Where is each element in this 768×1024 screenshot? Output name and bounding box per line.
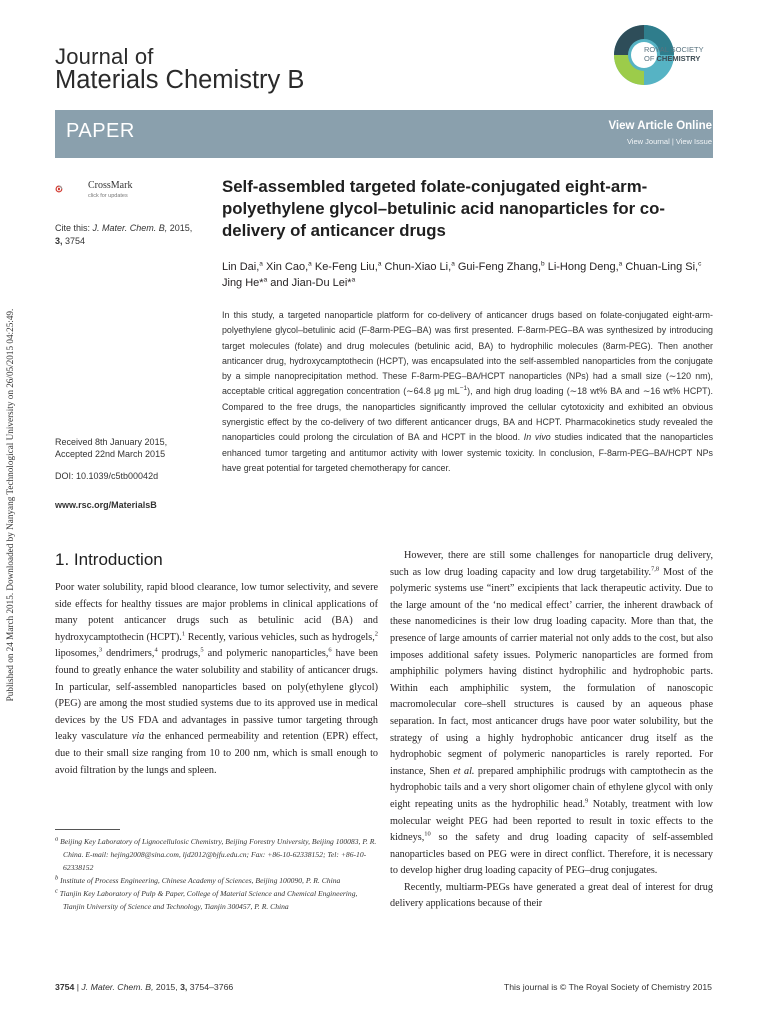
citation-ref[interactable]: 7,8	[651, 565, 660, 573]
abstract-text: studies indicated that the nanoparticles enhanced tumor targeting and antitumor activity with lower systemic toxicity. In conclusion, F-8arm-PEG–BA/HCPT NPs have great potential for targeted chemotherapy for cancer.	[222, 432, 714, 473]
cite-volume: 3,	[55, 235, 63, 246]
citation-ref[interactable]: 5	[200, 646, 204, 654]
footnote-entry: $^a$ Beijing Key Laboratory of Lignocellulosic Chemistry, Beijing Forestry University, Beijing 100083, P. R. China. E-mail: hejing2008@sina.com, ljd2012@bjfu.edu.cn; Fax: +86-10-62338152; Tel: +86-10-62338152	[55, 835, 377, 872]
footnote-entry: $^b$ Institute of Process Engineering, Chinese Academy of Sciences, Beijing 100090, P. R. China	[55, 874, 341, 885]
logo-line2-prefix: OF	[644, 54, 655, 63]
intro-left-column	[55, 580, 378, 779]
author-affiliation: a	[618, 260, 623, 268]
author-name: Li-Hong Deng,	[544, 261, 619, 273]
journal-name-line2: Materials Chemistry B	[55, 66, 305, 94]
author-list	[222, 259, 722, 291]
citation-ref[interactable]: 9	[585, 797, 589, 805]
citation	[55, 222, 215, 247]
paragraph: Recently, multiarm-PEGs have generated a great deal of interest for drug delivery applications because of their	[390, 881, 713, 910]
logo-line2-bold: CHEMISTRY	[656, 54, 701, 63]
author-affiliation: a	[377, 260, 382, 268]
logo-line1: ROYAL SOCIETY	[644, 45, 704, 54]
cite-journal: J. Mater. Chem. B,	[92, 223, 168, 233]
author-name: Jing He*	[222, 277, 264, 289]
author-name: Gui-Feng Zhang,	[454, 261, 542, 273]
citation-ref[interactable]: 4	[154, 646, 158, 654]
crossmark-icon[interactable]	[55, 173, 87, 205]
unit-superscript: −1	[459, 385, 468, 393]
doi[interactable]: DOI: 10.1039/c5tb00042d	[55, 471, 159, 481]
crossmark-label[interactable]: CrossMark	[88, 180, 133, 191]
author-affiliation: c	[698, 260, 702, 268]
crossmark-sublabel[interactable]: click for updates	[88, 193, 128, 199]
affiliation-footnotes	[55, 835, 380, 913]
author-affiliation: a	[351, 276, 356, 284]
intro-right-column	[390, 548, 713, 913]
article-type-banner	[55, 110, 713, 158]
citation-ref[interactable]: 6	[328, 646, 332, 654]
view-journal-issue-links[interactable]: View Journal | View Issue	[626, 137, 712, 146]
citation-ref[interactable]: 10	[424, 830, 431, 838]
section-heading: 1. Introduction	[55, 550, 163, 569]
accepted-date: Accepted 22nd March 2015	[55, 449, 166, 459]
footnote-entry: $^c$ Tianjin Key Laboratory of Pulp & Paper, College of Material Science and Chemical Engineering, Tianjin University of Science and Technology, Tianjin 300457, P. R. China	[55, 887, 358, 911]
received-date: Received 8th January 2015,	[55, 437, 168, 447]
author-name: Chun-Xiao Li,	[381, 261, 452, 273]
cite-label: Cite this:	[55, 223, 91, 233]
abstract	[222, 308, 713, 476]
author-affiliation: a	[263, 276, 268, 284]
author-name: and Jian-Du Lei*	[267, 277, 352, 289]
author-name: Xin Cao,	[262, 261, 309, 273]
journal-name-line1: Journal of	[55, 44, 154, 69]
citation-ref[interactable]: 1	[181, 630, 186, 638]
author-affiliation: b	[541, 260, 545, 268]
journal-website-link[interactable]: www.rsc.org/MaterialsB	[55, 500, 157, 510]
rsc-logo-text	[644, 45, 704, 63]
abstract-italic: In vivo	[523, 432, 551, 443]
paragraph: Poor water solubility, rapid blood clearance, low tumor selectivity, and severe side effects for healthy tissues are major problems in clinical applications of many potent anticancer drugs such as betulinic acid (BA) and hydroxycamptothecin (HCPT).$^1$ Recently, various vehicles, such as hydrogels,$^2$ liposomes,$^3$ dendrimers,$^4$ prodrugs,$^5$ and polymeric nanoparticles,$^6$ have been found to greatly enhance the water solubility and stability of anticancer drugs. In particular, self-assembled nanoparticles based on poly(ethylene glycol) (PEG) are among the most studied systems due to its approved use in medical devices by the US FDA and advantages in passive tumor targeting through leaky vasculature via the enhanced permeability and retention (EPR) effect, due to their small size ranging from 10 to 200 nm, which is small enough to avoid filtration by the lungs and spleen.	[55, 582, 378, 776]
page-footer-left: 3754 | J. Mater. Chem. B, 2015, 3, 3754–3766	[55, 982, 234, 992]
footnote-divider	[55, 829, 120, 830]
copyright-notice: This journal is © The Royal Society of Chemistry 2015	[503, 982, 712, 992]
author-affiliation: a	[259, 260, 263, 268]
author-affiliation: a	[308, 260, 312, 268]
cite-page: 3754	[65, 235, 86, 246]
citation-ref[interactable]: 3	[98, 646, 103, 654]
abstract-text: ), and high drug loading (∼18 wt% BA and ∼16 wt% HCPT). Compared to the free drugs, the nanoparticles significantly improved the cellular cytotoxicity and exhibited an obvious synergistic effect by the co-delivery of two different anticancer drugs, BA and HCPT. Pharmacokinetics study revealed the nanoparticles could prolong the circulation of BA and HCPT in the blood.	[222, 386, 714, 443]
article-type-label: PAPER	[66, 120, 135, 142]
author-name: Chuan-Ling Si,	[622, 261, 699, 273]
citation-ref[interactable]: 2	[374, 630, 378, 638]
article-title: Self-assembled targeted folate-conjugated eight-arm-polyethylene glycol–betulinic acid nanoparticles for co-delivery of anticancer drugs	[222, 177, 665, 240]
author-affiliation: a	[451, 260, 455, 268]
author-name: Ke-Feng Liu,	[311, 261, 378, 273]
paragraph: However, there are still some challenges for nanoparticle drug delivery, such as low drug loading capacity and low drug targetability.$^{7,8}$ Most of the polymeric systems use “inert” excipients that lack therapeutic activity. Due to the large amount of the ‘no medical effect’ carrier, the inherent drawback of these nanomedicines is their low drug loading capacity. More than that, the presence of large amounts of carrier material not only adds to the cost, but also imposes additional safety issues. Polymeric nanoparticles are formed from amphiphilic polymers having distinct hydrophilic and hydrophobic parts. Within each amphiphilic system, the formulation of nanoscopic macromolecular core–shell structures is caused by an aqueous phase separation. In fact, most anticancer drugs have poor water solubility, but the strategy of using a highly hydrophobic anticancer drug itself as the hydrophobic segment of polymeric nanoparticles is rarely reported. For instance, Shen et al. prepared amphiphilic prodrugs with camptothecin as the hydrophobic tails and a very short oligomer chain of ethylene glycol with only eight repeating units as the hydrophilic head.$^9$ Notably, treatment with low molecular weight PEG had been reported to result in toxic effects to the kidneys,$^{10}$ so the safety and drug loading capacity of self-assembled nanoparticles based on PEG were in direct conflict. Therefore, it is necessary to develop higher drug loading capacity of PEG–drug conjugates.	[390, 550, 713, 877]
cite-year: 2015,	[169, 223, 193, 233]
download-note: Published on 24 March 2015. Downloaded by Nanyang Technological University on 26/05/2015 04:25:49.	[5, 308, 15, 702]
view-article-online-link[interactable]: View Article Online	[608, 120, 712, 132]
page-number: 3754	[55, 982, 75, 992]
abstract-text: In this study, a targeted nanoparticle platform for co-delivery of anticancer drugs based on folate-conjugated eight-arm-polyethylene glycol–betulinic acid (F-8arm-PEG–BA) was first presented. F-8arm-PEG–BA was synthesized by introducing target molecules (folate) and drug molecules (betulinic acid, BA) to hydrophilic molecules (8arm-PEG). Then another anticancer drug, hydroxycamptothecin (HCPT), was encapsulated into the self-assembled nanoparticles from the conjugate by a simple nanoprecipitation method. These F-8arm-PEG–BA/HCPT nanoparticles (NPs) had a small size (∼120 nm), acceptable critical aggregation concentration (∼64.8 μg mL	[222, 310, 713, 397]
author-name: Lin Dai,	[222, 261, 260, 273]
